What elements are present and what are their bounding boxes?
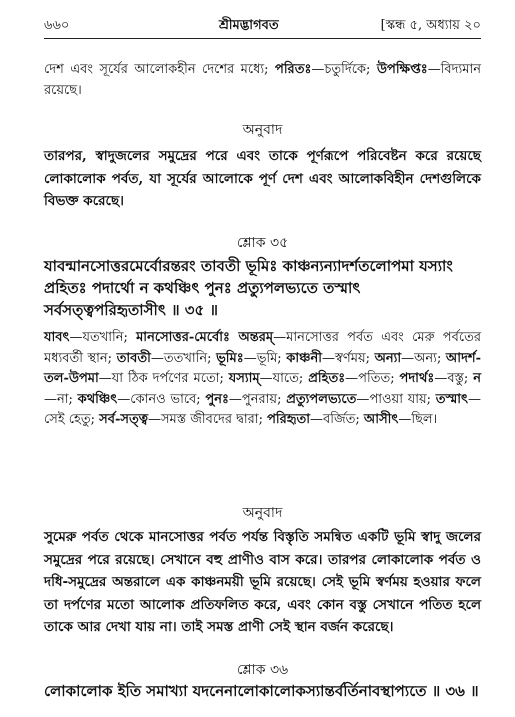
synonym-meaning: —যতখানি;	[69, 330, 137, 345]
synonym-word: যস্যাম্	[228, 371, 260, 386]
synonym-word: কথঞ্চিৎ	[77, 391, 118, 407]
synonym-word: যাবৎ	[44, 330, 70, 345]
synonym-meaning: —পাওয়া যায়;	[356, 391, 436, 407]
synonym-meaning: —সেই হেতু;	[44, 391, 481, 427]
synonym-word: পরিহৃতা	[267, 412, 311, 427]
synonym-word: পদার্থঃ	[399, 371, 435, 386]
running-title: শ্রীমদ্ভাগবত	[219, 18, 279, 33]
synonym-meaning: —না;	[44, 391, 78, 407]
synonym-word: তাবতী	[116, 350, 151, 366]
synonym-meaning: —মানসোত্তর পর্বত এবং মেরু পর্বতের মধ্যবর্তী স্থান;	[44, 330, 481, 366]
page-number: ৬৬০	[44, 18, 70, 33]
verse-heading: শ্লোক ৩৫	[236, 235, 289, 251]
synonym-word: তস্মাৎ	[435, 391, 468, 407]
synonym-meaning: —ততখানি;	[150, 350, 217, 366]
synonym-word: পুনঃ	[205, 391, 229, 407]
synonym-meaning: —ছিল।	[398, 412, 438, 427]
synonym-meaning: —স্বর্ণময়;	[321, 350, 375, 366]
synonym-meaning: —সমস্ত জীবদের দ্বারা;	[147, 412, 268, 427]
synonym-meaning: —বস্তু;	[434, 371, 474, 386]
synonym-word: প্রত্যুপলভ্যতে	[286, 391, 357, 407]
translation-paragraph: তারপর, স্বাদুজলের সমুদ্রের পরে এবং তাকে পূর্ণরূপে পরিবেষ্টন করে রয়েছে লোকালোক পর্বত, যা সূর্যের আলোকে পূর্ণ দেশ এবং আলোকবিহীন দেশগুলিকে বিভক্ত করেছে।	[44, 148, 481, 209]
synonym-word: উপক্ষিপ্তঃ	[376, 62, 428, 77]
verse-text: যাবন্মানসোত্তরমের্বোরন্তরং তাবতী ভূমিঃ কাঞ্চন্যন্যাদর্শতলোপমা যস্যাং প্রহিতঃ পদার্থো ন কথঞ্চিৎ পুনঃ প্রত্যুপলভ্যতে তস্মাৎ সর্বসত্ত্বপরিহৃতাসীৎ ॥ ৩৫ ॥	[44, 257, 453, 319]
synonym-meaning: —পতিত;	[345, 371, 400, 386]
verse-heading: শ্লোক ৩৬	[236, 662, 289, 678]
synonym-meaning: —বিদ্যমান রয়েছে।	[44, 62, 482, 98]
verse-text: লোকালোক ইতি সমাখ্যা যদনেনালোকালোকস্যান্তর্বর্তিনাবস্থাপ্যতে ॥ ৩৬ ॥	[44, 682, 479, 700]
synonym-word: প্রহিতঃ	[308, 371, 346, 386]
synonym-word: ভূমিঃ	[216, 350, 244, 366]
synonym-word: সর্ব-সত্ত্ব	[99, 412, 148, 427]
translation-heading: অনুবাদ	[242, 505, 283, 521]
synonym-word: কাঞ্চনী	[286, 350, 322, 366]
synonyms-text: দেশ এবং সূর্যের আলোকহীন দেশের মধ্যে;	[44, 62, 275, 77]
section-reference: [স্কন্ধ ৫, অধ্যায় ২০	[380, 18, 481, 33]
synonym-meaning: —বর্জিত;	[310, 412, 364, 427]
header-rule	[44, 38, 481, 39]
page-header	[44, 16, 481, 34]
translation-heading: অনুবাদ	[242, 122, 283, 138]
synonym-word: আদর্শ-তল-উপমা	[44, 350, 481, 386]
synonym-meaning: —যা ঠিক দর্পণের মতো;	[98, 371, 229, 386]
synonym-meaning: —কোনও ভাবে;	[117, 391, 206, 407]
synonym-word: মানসোত্তর-মের্বোঃ অন্তরম্	[136, 330, 274, 345]
synonym-word: ন	[473, 371, 481, 386]
synonym-meaning: —পুনরায়;	[228, 391, 287, 407]
synonym-meaning: —ভূমি;	[243, 350, 287, 366]
synonym-meaning: —অন্য;	[401, 350, 446, 366]
synonyms-continued	[44, 60, 481, 101]
synonyms-paragraph	[44, 328, 481, 431]
synonym-meaning: —চতুর্দিকে;	[311, 62, 377, 77]
synonym-word: অন্যা	[374, 350, 402, 366]
synonym-word: পরিতঃ	[275, 62, 312, 77]
translation-paragraph: সুমেরু পর্বত থেকে মানসোত্তর পর্বত পর্যন্ত বিস্তৃতি সমন্বিত একটি ভূমি স্বাদু জলের সমুদ্রের পরে রয়েছে। সেখানে বহু প্রাণীও বাস করে। তারপর লোকালোক পর্বত ও দধি-সমুদ্রের অন্তরালে এক কাঞ্চনময়ী ভূমি রয়েছে। সেই ভূমি স্বর্ণময় হওয়ার ফলে তা দর্পণের মতো আলোক প্রতিফলিত করে, এবং কোন বস্তু সেখানে পতিত হলে তাকে আর দেখা যায় না। তাই সমস্ত প্রাণী সেই স্থান বর্জন করেছে।	[44, 529, 481, 635]
synonym-meaning: —যাতে;	[259, 371, 309, 386]
synonym-word: আসীৎ	[363, 412, 399, 427]
